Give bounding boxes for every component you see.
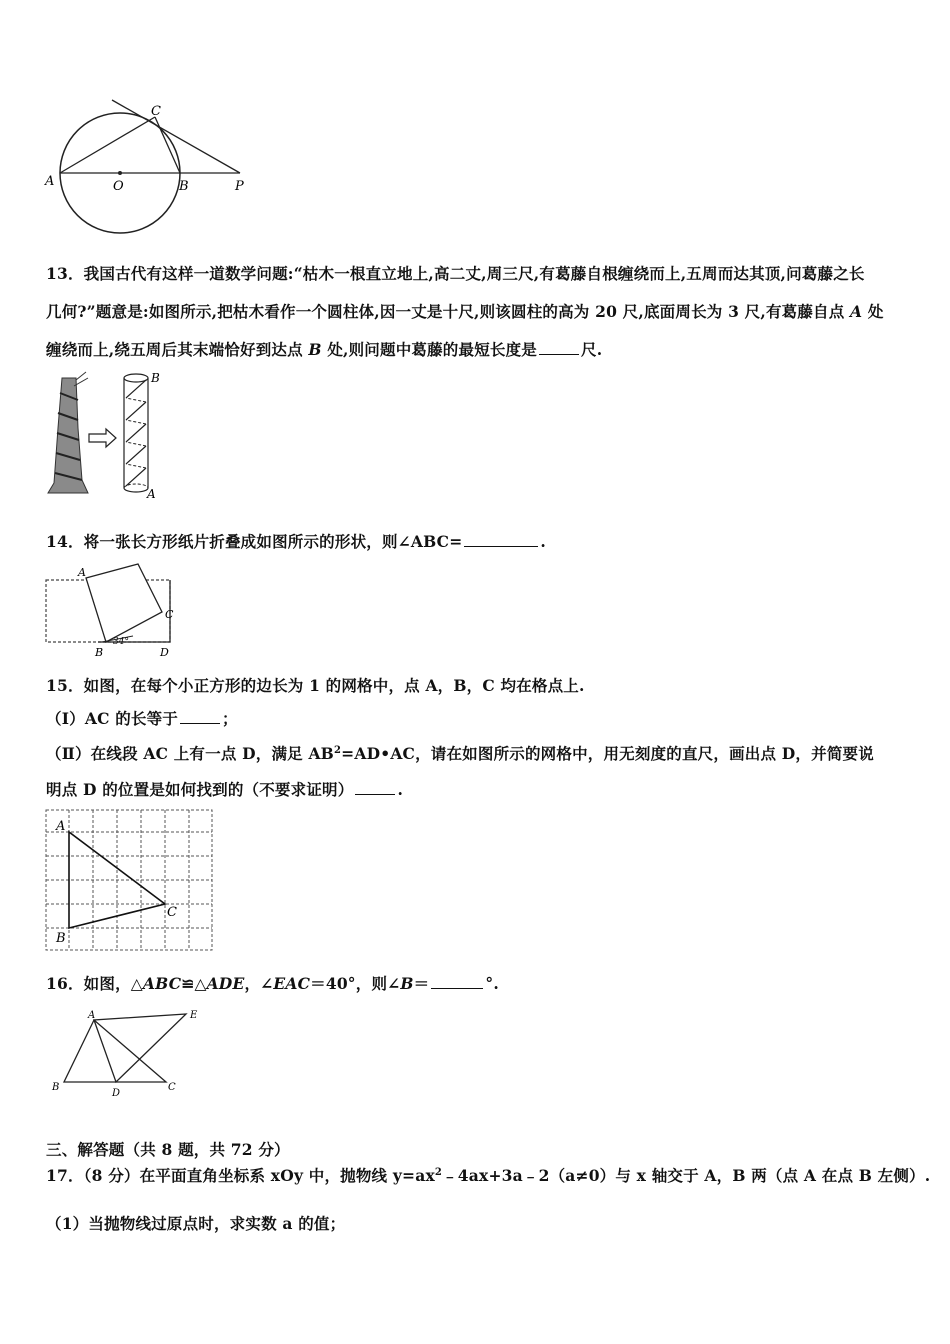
answer-blank[interactable] [539, 340, 579, 355]
label-B: B [56, 931, 66, 946]
section-heading: 三、解答题（共 8 题，共 72 分） [46, 1140, 290, 1159]
q15-part2: （Ⅱ）在线段 AC 上有一点 D，满足 $AB^2=AD•AC$，请在如图所示的网格中，用无刻度的直尺，画出点 D，并简要说 [46, 744, 874, 763]
answer-blank[interactable] [431, 974, 483, 989]
label-C: C [165, 608, 174, 621]
label-E: E [190, 1010, 198, 1021]
label-A: A [78, 566, 86, 579]
q15-part2-line2: 明点 D 的位置是如何找到的（不要求证明） . [46, 780, 404, 799]
label-C: C [167, 905, 177, 920]
label-A: A [147, 487, 156, 501]
label-B: B [179, 179, 189, 194]
label-B: B [95, 646, 104, 659]
label-P: P [235, 179, 244, 194]
folded-paper-figure [40, 562, 190, 660]
q16-text: 16．如图，△ABC≌△ADE，∠EAC＝40°，则∠B＝ °. [46, 974, 499, 993]
q17-line1: 17．（8 分）在平面直角坐标系 xOy 中，抛物线 $y=ax^2﹣4ax+3a﹣2(a\ne 0)$与 x 轴交于 A，B 两（点 A 在点 B 左侧）. [46, 1166, 931, 1185]
q15-line1: 15．如图，在每个小正方形的边长为 1 的网格中，点 A，B，C 均在格点上. [46, 676, 585, 695]
q14-text: 14．将一张长方形纸片折叠成如图所示的形状，则∠ABC= . [46, 532, 547, 551]
label-D: D [160, 646, 169, 659]
label-B: B [52, 1082, 60, 1093]
label-A: A [88, 1010, 96, 1021]
q13-line3: 缠绕而上,绕五周后其末端恰好到达点 B 处,则问题中葛藤的最短长度是 尺. [46, 340, 603, 359]
answer-blank[interactable] [464, 532, 538, 547]
label-B: B [151, 371, 160, 385]
congruent-triangles-figure [44, 1006, 214, 1102]
tree-cylinder-figure [44, 368, 184, 503]
label-D: D [112, 1088, 121, 1099]
q17-part1: （1）当抛物线过原点时，求实数 a 的值； [46, 1214, 346, 1233]
circle-tangent-figure [40, 95, 260, 235]
label-C: C [151, 104, 161, 119]
label-C: C [168, 1082, 176, 1093]
q13-line1: 13．我国古代有这样一道数学问题:“枯木一根直立地上,高二丈,周三尺,有葛藤自根缠绕而上,五周而达其顶,问葛藤之长 [46, 264, 865, 283]
label-A: A [45, 174, 55, 189]
answer-blank[interactable] [180, 709, 220, 724]
grid-triangle-figure [44, 808, 216, 954]
label-A: A [56, 819, 66, 834]
angle-label: 34° [113, 637, 129, 647]
q15-part1: （Ⅰ）AC 的长等于 ； [46, 709, 238, 728]
answer-blank[interactable] [355, 780, 395, 795]
q13-line2: 几何?”题意是:如图所示,把枯木看作一个圆柱体,因一丈是十尺,则该圆柱的高为 20 尺,底面周长为 3 尺,有葛藤自点 A 处 [46, 302, 884, 321]
label-O: O [113, 179, 124, 194]
